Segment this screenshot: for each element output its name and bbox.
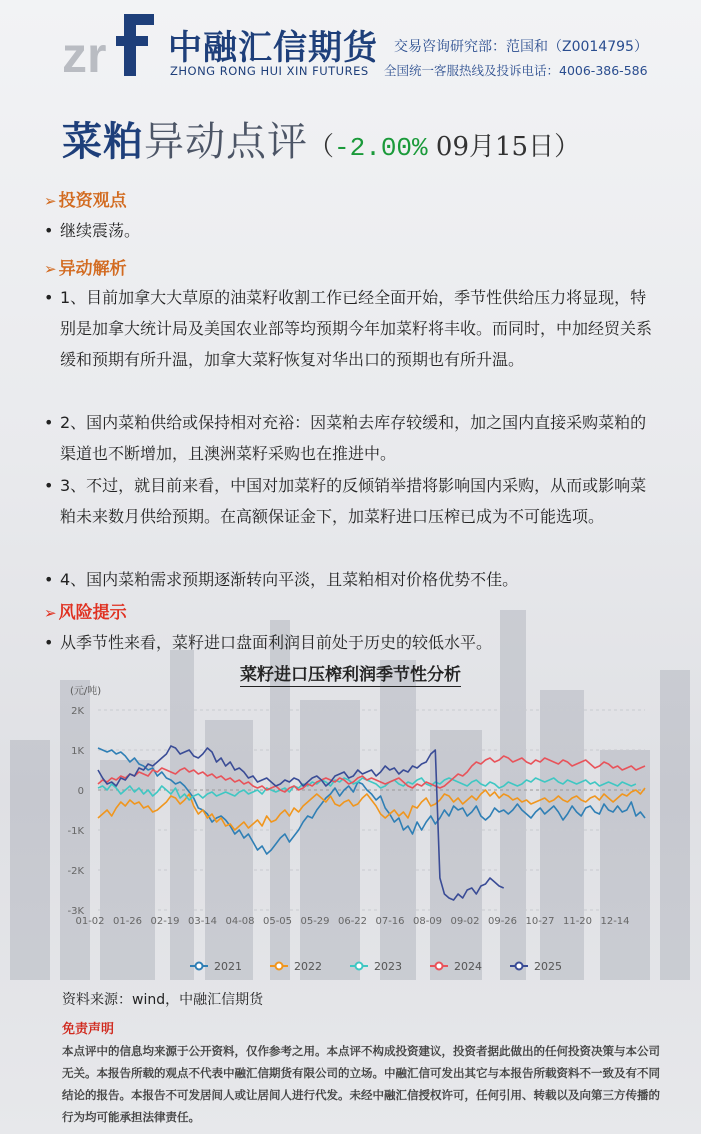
y-tick-label: -3K xyxy=(67,906,84,917)
y-tick-label: 0 xyxy=(77,786,84,797)
svg-text:zr: zr xyxy=(62,27,107,82)
disclaimer-text: 本点评中的信息均来源于公开资料，仅作参考之用。本点评不构成投资建议，投资者据此做出的任何投资决策与本公司无关。本报告所载的观点不代表中融汇信期货有限公司的立场。中融汇信可发出其它与本报告所载资料不一致及有不同结论的报告。本报告不可发居间人或让居间人进行代发。未经中融汇信授权许可，任何引用、转载以及向第三方传播的行为均可能承担法律责任。 xyxy=(62,1044,660,1124)
investment-view-text: 继续震荡。 xyxy=(60,221,141,240)
x-tick-label: 01-02 xyxy=(75,916,105,927)
legend-marker-2022 xyxy=(276,963,283,970)
x-tick-label: 02-19 xyxy=(150,916,180,927)
title-date: 09月15日） xyxy=(427,132,581,162)
logo-chinese-name: 中融汇信期货 xyxy=(168,28,378,68)
legend-label-2024: 2024 xyxy=(454,960,482,973)
bullet-icon: • xyxy=(44,476,54,495)
arrow-icon: ➢ xyxy=(44,192,57,210)
risk-heading-label: 风险提示 xyxy=(58,603,127,623)
disclaimer-heading: 免责声明 xyxy=(62,1022,115,1037)
x-tick-label: 12-14 xyxy=(600,916,630,927)
x-tick-label: 09-02 xyxy=(450,916,480,927)
analysis-text-1: 1、目前加拿大大草原的油菜籽收割工作已经全面开始，季节性供给压力将显现，特别是加拿大统计局及美国农业部等均预期今年加菜籽将丰收。而同时，中加经贸关系缓和预期有所升温，加拿大菜籽恢复对华出口的预期也有所升温。 xyxy=(60,288,653,369)
analysis-text-2: 2、国内菜粕供给或保持相对充裕：因菜粕去库存较缓和，加之国内直接采购菜粕的渠道也不断增加，且澳洲菜籽采购也在推进中。 xyxy=(60,413,647,463)
page-title xyxy=(62,110,580,167)
logo-english-name: ZHONG RONG HUI XIN FUTURES xyxy=(170,64,369,78)
investment-view-heading-label: 投资观点 xyxy=(58,191,127,211)
bullet-icon: • xyxy=(44,221,54,240)
risk-heading xyxy=(44,598,127,623)
x-tick-label: 04-08 xyxy=(225,916,255,927)
analysis-heading xyxy=(44,254,127,279)
x-tick-label: 08-09 xyxy=(412,916,443,927)
x-tick-label: 10-27 xyxy=(525,916,555,927)
x-tick-label: 11-20 xyxy=(562,916,593,927)
legend-label-2021: 2021 xyxy=(214,960,242,973)
legend-marker-2024 xyxy=(436,963,443,970)
analysis-text-4: 4、国内菜粕需求预期逐渐转向平淡，且菜粕相对价格优势不佳。 xyxy=(60,570,519,589)
title-subject: 异动点评 xyxy=(144,119,308,165)
y-tick-label: -2K xyxy=(67,866,84,877)
hotline-info: 全国统一客服热线及投诉电话：4006-386-586 xyxy=(384,63,648,78)
legend-marker-2025 xyxy=(516,963,523,970)
analysis-item-2 xyxy=(44,407,659,469)
bullet-icon: • xyxy=(44,288,54,307)
investment-view-item xyxy=(44,215,659,246)
analysis-text-3: 3、不过，就目前来看，中国对加菜籽的反倾销举措将影响国内采购，从而或影响菜粕未来数月供给预期。在高额保证金下，加菜籽进口压榨已成为不可能选项。 xyxy=(60,476,647,526)
investment-view-heading xyxy=(44,186,127,211)
arrow-icon: ➢ xyxy=(44,604,57,622)
bullet-icon: • xyxy=(44,570,54,589)
seasonal-profit-chart xyxy=(40,682,660,982)
analyst-info: 交易咨询研究部：范国和（Z0014795） xyxy=(394,39,648,55)
analysis-item-3 xyxy=(44,470,659,532)
analysis-heading-label: 异动解析 xyxy=(58,259,127,279)
title-product: 菜粕 xyxy=(62,118,144,165)
x-tick-label: 05-29 xyxy=(300,916,330,927)
header xyxy=(0,0,701,100)
series-line-2025 xyxy=(98,746,504,900)
legend-label-2023: 2023 xyxy=(374,960,402,973)
y-tick-label: 1K xyxy=(71,746,84,757)
risk-text: 从季节性来看，菜籽进口盘面利润目前处于历史的较低水平。 xyxy=(60,633,493,652)
risk-item xyxy=(44,627,659,658)
x-tick-label: 06-22 xyxy=(337,916,368,927)
title-paren-open: （ xyxy=(308,132,335,162)
chart-title-text: 菜籽进口压榨利润季节性分析 xyxy=(240,665,461,685)
title-change-pct: -2.00% xyxy=(334,133,428,163)
analysis-item-4 xyxy=(44,564,659,595)
legend-marker-2023 xyxy=(356,963,363,970)
x-tick-label: 07-16 xyxy=(375,916,405,927)
x-tick-label: 03-14 xyxy=(187,916,218,927)
y-unit-label: (元/吨) xyxy=(70,686,102,697)
y-tick-label: -1K xyxy=(67,826,84,837)
arrow-icon: ➢ xyxy=(44,260,57,278)
x-tick-label: 05-05 xyxy=(262,916,293,927)
x-tick-label: 09-26 xyxy=(487,916,518,927)
series-line-2024 xyxy=(98,756,645,792)
bullet-icon: • xyxy=(44,633,54,652)
legend-label-2022: 2022 xyxy=(294,960,322,973)
legend-marker-2021 xyxy=(196,963,203,970)
bullet-icon: • xyxy=(44,413,54,432)
data-source: 资料来源：wind，中融汇信期货 xyxy=(62,992,264,1008)
legend-label-2025: 2025 xyxy=(534,960,562,973)
company-logo-icon xyxy=(62,10,162,82)
analysis-item-1 xyxy=(44,282,659,375)
x-tick-label: 01-26 xyxy=(112,916,143,927)
y-tick-label: 2K xyxy=(71,706,84,717)
